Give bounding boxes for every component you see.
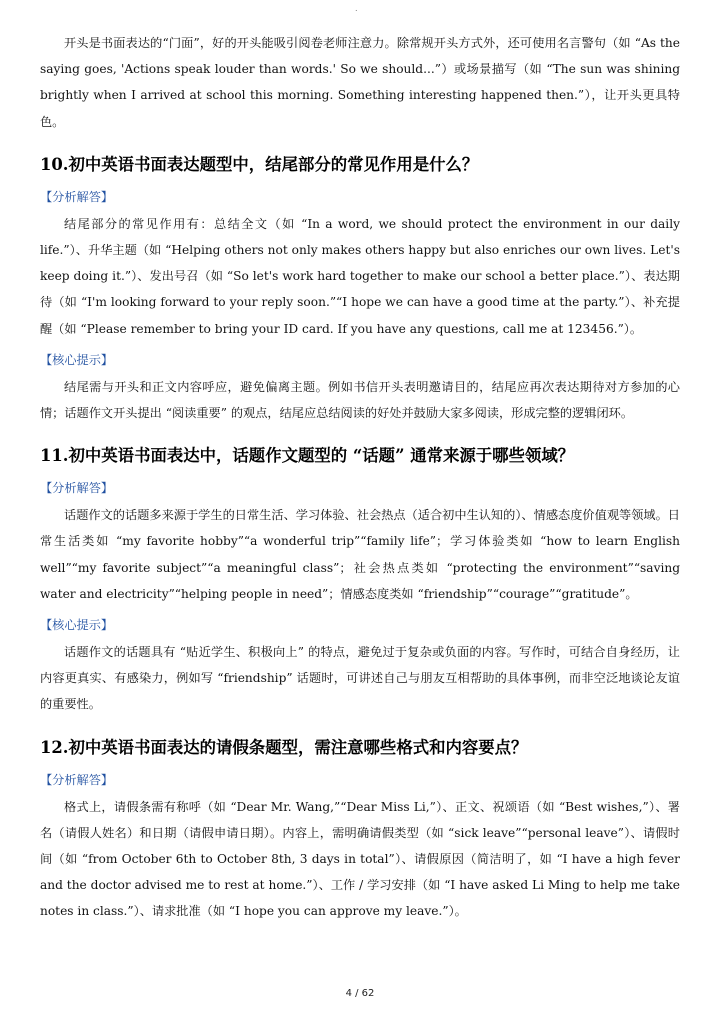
page-number: 4 / 62 (345, 988, 375, 999)
question-12-title: 12.初中英语书面表达的请假条题型，需注意哪些格式和内容要点？ (40, 737, 528, 757)
question-10-title: 10.初中英语书面表达题型中，结尾部分的常见作用是什么？ (40, 154, 479, 174)
q10-analysis-label: 【分析解答】 (40, 189, 114, 204)
q11-analysis-text: 话题作文的话题多来源于学生的日常生活、学习体验、社会热点（适合初中生认知的）、情感态度价值观等领域。日常生活类如 “my favorite hobby”“a wonderful trip”“family life”；学习体验类如 “how to learn English well”“my favorite subject”“a meaningful class”；社会热点类如 “protecting the environment”“saving water and electricity”“helping people in need”；情感态度类如 “friendship”“courage”“gratitude”。 (40, 508, 680, 601)
q11-tip-text: 话题作文的话题具有 “贴近学生、积极向上” 的特点，避免过于复杂或负面的内容。写作时，可结合自身经历，让内容更真实、有感染力，例如写 “friendship” 话题时，可讲述自己与朋友互相帮助的具体事例，而非空泛地谈论友谊的重要性。 (40, 645, 680, 712)
q10-tip-label: 【核心提示】 (40, 352, 114, 367)
q11-analysis-label: 【分析解答】 (40, 481, 114, 496)
q10-tip-text: 结尾需与开头和正文内容呼应，避免偏离主题。例如书信开头表明邀请目的，结尾应再次表达期待对方参加的心情；话题作文开头提出 “阅读重要” 的观点，结尾应总结阅读的好处并鼓励大家多阅读，形成完整的逻辑闭环。 (40, 379, 680, 421)
question-11-title: 11.初中英语书面表达中，话题作文题型的 “话题” 通常来源于哪些领域？ (40, 446, 575, 466)
q12-analysis-label: 【分析解答】 (40, 772, 114, 787)
q10-analysis-text: 结尾部分的常见作用有：总结全文（如 “In a word, we should protect the environment in our daily life.”）、升华主题（如 “Helping others not only makes others happy but also enriches our own lives. Let's keep doing it.”）、发出号召（如 “So let's work hard together to make our school a better place.”）、表达期待（如 “I'm looking forward to your reply soon.”“I hope we can have a good time at the party.”）、补充提醒（如 “Please remember to bring your ID card. If you have any questions, call me at 123456.”）。 (40, 216, 680, 336)
q11-tip-label: 【核心提示】 (40, 618, 114, 633)
q12-analysis-text: 格式上，请假条需有称呼（如 “Dear Mr. Wang,”“Dear Miss Li,”）、正文、祝颂语（如 “Best wishes,”）、署名（请假人姓名）和日期（请假申请日期）。内容上，需明确请假类型（如 “sick leave”“personal leave”）、请假时间（如 “from October 6th to October 8th, 3 days in total”）、请假原因（简洁明了，如 “I have a high fever and the doctor advised me to rest at home.”）、工作 / 学习安排（如 “I have asked Li Ming to help me take notes in class.”）、请求批准（如 “I hope you can approve my leave.”）。 (40, 799, 680, 919)
top-dot: . (355, 4, 358, 13)
page-content (40, 30, 680, 925)
intro-paragraph: 开头是书面表达的“门面”，好的开头能吸引阅卷老师注意力。除常规开头方式外，还可使用名言警句（如 “As the saying goes, 'Actions speak louder than words.' So we should...”）或场景描写（如 “The sun was shining brightly when I arrived at school this morning. Something interesting happened then.”），让开头更具特色。 (40, 36, 680, 129)
